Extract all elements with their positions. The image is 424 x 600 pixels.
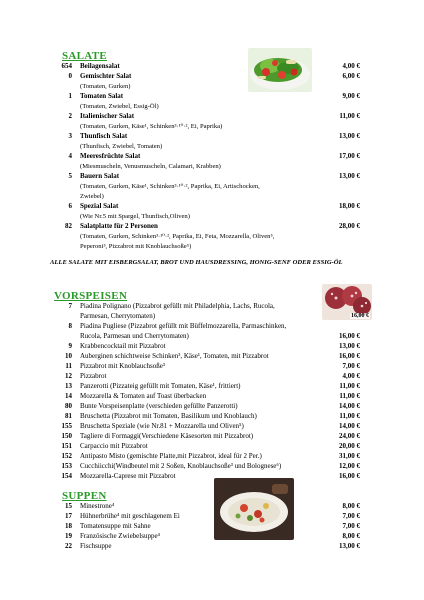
item-price: 6,00 €	[342, 72, 360, 80]
item-number: 150	[61, 432, 72, 440]
item-number: 14	[65, 392, 72, 400]
item-price: 11,00 €	[339, 392, 360, 400]
item-number: 80	[65, 402, 72, 410]
item-price: 16,00 €	[339, 332, 360, 340]
item-price: 31,00 €	[339, 452, 360, 460]
item-name: Tomatensuppe mit Sahne	[80, 522, 151, 530]
item-name: Antipasto Misto (gemischte Platte,mit Pizzabrot, ideal für 2 Per.)	[80, 452, 262, 460]
item-name: Pizzabrot	[80, 372, 107, 380]
item-price: 7,00 €	[342, 522, 360, 530]
item-price: 16,00 €	[339, 472, 360, 480]
item-number: 6	[68, 202, 72, 210]
item-name: Mozzarella & Tomaten auf Toast überbacken	[80, 392, 207, 400]
item-price: 11,00 €	[339, 112, 360, 120]
item-number: 153	[61, 462, 72, 470]
item-name: Carpaccio mit Pizzabrot	[80, 442, 148, 450]
item-description-text: (Tomaten, Zwiebel, Essig-Öl)	[80, 103, 159, 110]
item-number: 3	[68, 132, 72, 140]
item-price: 24,00 €	[339, 432, 360, 440]
item-name: Fischsuppe	[80, 542, 112, 550]
item-price: 14,00 €	[339, 422, 360, 430]
item-name: Italienischer Salat	[80, 112, 135, 120]
item-price: 13,00 €	[339, 172, 360, 180]
item-number: 2	[68, 112, 72, 120]
item-number: 10	[65, 352, 72, 360]
item-price: 13,00 €	[339, 342, 360, 350]
item-price: 4,00 €	[342, 62, 360, 70]
item-description-text: (Tomaten, Gurken)	[80, 83, 131, 90]
item-number: 7	[68, 302, 72, 310]
item-name: Thunfisch Salat	[80, 132, 128, 140]
item-number: 13	[65, 382, 72, 390]
item-number: 18	[65, 522, 72, 530]
salate-note: ALLE SALATE MIT EISBERGSALAT, BROT UND HAUSDRESSING, HONIG-SENF ODER ESSIG-ÖL	[50, 259, 343, 266]
item-name: Bruschetta Speziale (wie Nr.81 + Mozzarella und Oliven⁵)	[80, 422, 244, 430]
item-price: 11,00 €	[339, 382, 360, 390]
item-description-text: (Tomaten, Gurken, Käse¹, Schinken³·¹⁰·², Paprika, Ei, Artischocken,	[80, 183, 260, 190]
item-name: Tomaten Salat	[80, 92, 124, 100]
item-number: 0	[68, 72, 72, 80]
salad-photo-icon	[248, 48, 312, 92]
section-title-vorspeisen: VORSPEISEN	[54, 290, 128, 302]
item-price: 28,00 €	[339, 222, 360, 230]
section-title-salate: SALATE	[62, 50, 107, 62]
item-name: Meeresfrüchte Salat	[80, 152, 141, 160]
item-number: 81	[65, 412, 72, 420]
item-description-text: (Tomaten, Gurken, Schinken³·¹⁰·², Paprika, Ei, Feta, Mozzarella, Oliven⁵,	[80, 233, 275, 240]
item-name: Piadina Pugliese (Pizzabrot gefüllt mit Büffelmozzarella, Parmaschinken,	[80, 322, 287, 330]
item-number: 8	[68, 322, 72, 330]
item-price: 9,00 €	[342, 92, 360, 100]
item-name: Mozzarella-Caprese mit Pizzabrot	[80, 472, 176, 480]
item-name-continued: Parmesan, Cherrytomaten)	[80, 312, 156, 320]
item-price: 18,00 €	[339, 202, 360, 210]
item-number: 22	[65, 542, 72, 550]
item-name: Auberginen schichtweise Schinken³, Käse¹, Tomaten, mit Pizzabrot	[80, 352, 269, 360]
item-name: Französische Zwiebelsuppe⁴	[80, 532, 161, 540]
item-price: 17,00 €	[339, 152, 360, 160]
item-description-text: (Tomaten, Gurken, Käse¹, Schinken³·¹⁰·², Ei, Paprika)	[80, 123, 223, 130]
item-name: Cucchiicchi(Windbeutel mit 2 Soßen, Knoblauchsoße³ und Bolognese⁶)	[80, 462, 282, 470]
item-number: 4	[68, 152, 72, 160]
item-price: 4,00 €	[342, 372, 360, 380]
item-price: 16,00 €	[339, 352, 360, 360]
item-price: 8,00 €	[342, 532, 360, 540]
item-number: 17	[65, 512, 72, 520]
soup-dish-photo-icon	[214, 478, 294, 540]
item-name: Minestrone⁴	[80, 502, 115, 510]
item-price: 8,00 €	[342, 502, 360, 510]
item-price: 13,00 €	[339, 132, 360, 140]
item-price: 7,00 €	[342, 512, 360, 520]
item-number: 155	[61, 422, 72, 430]
item-name: Gemischter Salat	[80, 72, 132, 80]
image-price-label: 16,00 €	[351, 313, 369, 319]
item-description-text: Zwiebel)	[80, 193, 104, 200]
item-name: Panzerotti (Pizzateig gefüllt mit Tomaten, Käse¹, frittiert)	[80, 382, 241, 390]
item-number: 154	[61, 472, 72, 480]
item-price: 13,00 €	[339, 542, 360, 550]
item-description-text: (Miesmuscheln, Venusmuscheln, Calamari, Krabben)	[80, 163, 221, 170]
item-name: Beilagensalat	[80, 62, 120, 70]
item-name: Bauern Salat	[80, 172, 120, 180]
item-number: 152	[61, 452, 72, 460]
item-name: Piadina Polignano (Pizzabrot gefüllt mit Philadelphia, Lachs, Rucola,	[80, 302, 275, 310]
item-price: 14,00 €	[339, 402, 360, 410]
item-name: Hühnerbrühe⁴ mit geschlagenem Ei	[80, 512, 180, 520]
item-price: 11,00 €	[339, 412, 360, 420]
item-description-text: (Wie Nr.5 mit Spargel, Thunfisch,Oliven)	[80, 213, 190, 220]
item-number: 15	[65, 502, 72, 510]
item-number: 82	[65, 222, 72, 230]
item-number: 654	[61, 62, 72, 70]
item-name: Krabbencocktail mit Pizzabrot	[80, 342, 166, 350]
item-name: Tagliere di Formaggi(Verschiedene Käsesorten mit Pizzabrot)	[80, 432, 254, 440]
item-number: 11	[65, 362, 72, 370]
item-number: 9	[68, 342, 72, 350]
item-name: Spezial Salat	[80, 202, 119, 210]
section-title-suppen: SUPPEN	[62, 490, 107, 502]
item-name: Bruschetta (Pizzabrot mit Tomaten, Basilikum und Knoblauch)	[80, 412, 257, 420]
item-description-text: Peperoni³, Pizzabrot mit Knoblauchsoße⁵)	[80, 243, 192, 250]
item-name-continued: Rucola, Parmesan und Cherrytomaten)	[80, 332, 189, 340]
item-name: Bunte Vorspeisenplatte (verschieden gefüllte Panzerotti)	[80, 402, 238, 410]
item-description-text: (Thunfisch, Zwiebel, Tomaten)	[80, 143, 163, 150]
item-number: 151	[61, 442, 72, 450]
item-number: 12	[65, 372, 72, 380]
salami-photo-icon	[322, 284, 372, 320]
item-price: 20,00 €	[339, 442, 360, 450]
item-number: 19	[65, 532, 72, 540]
item-price: 7,00 €	[342, 362, 360, 370]
item-number: 5	[68, 172, 72, 180]
item-name: Salatplatte für 2 Personen	[80, 222, 158, 230]
item-name: Pizzabrot mit Knoblauchsoße³	[80, 362, 165, 370]
item-price: 12,00 €	[339, 462, 360, 470]
item-number: 1	[68, 92, 72, 100]
